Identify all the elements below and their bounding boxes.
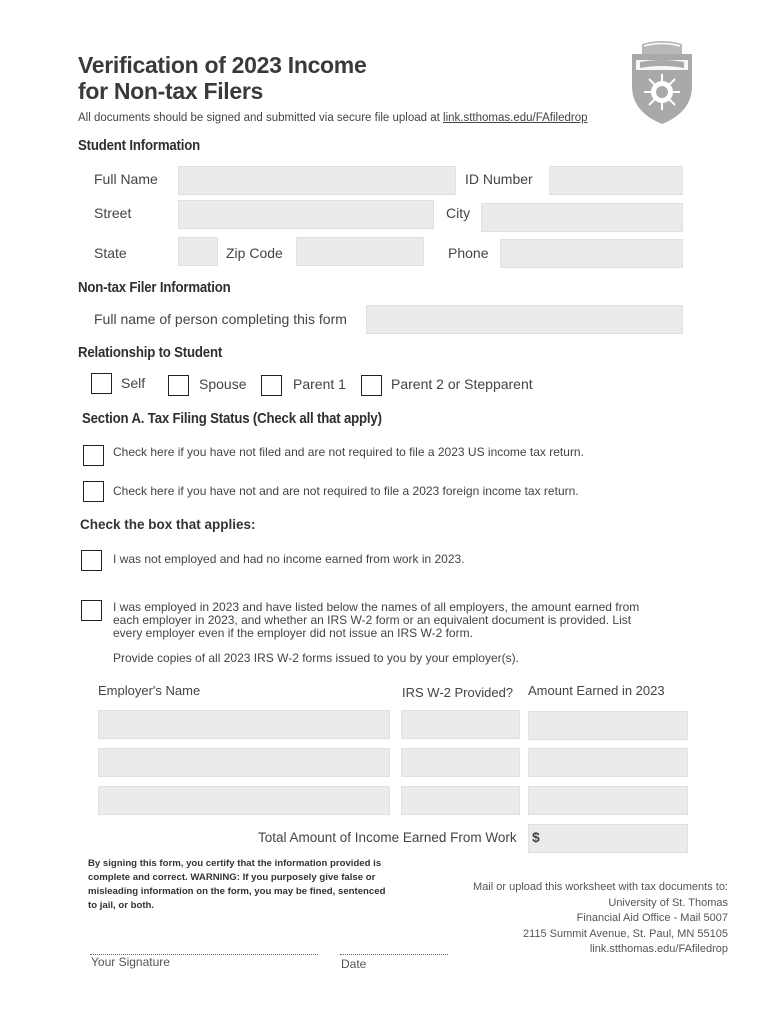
employer-name-field-1[interactable]: [98, 710, 390, 739]
amount-earned-field-1[interactable]: [528, 711, 688, 740]
employer-name-field-2[interactable]: [98, 748, 390, 777]
full-name-label: Full Name: [94, 171, 158, 187]
amount-earned-field-3[interactable]: [528, 786, 688, 815]
student-info-heading: Student Information: [78, 137, 201, 154]
completer-name-label: Full name of person completing this form: [94, 311, 347, 327]
no-us-return-checkbox[interactable]: [83, 445, 104, 466]
parent-2-checkbox[interactable]: [361, 375, 382, 396]
completer-name-field[interactable]: [366, 305, 683, 334]
spouse-label: Spouse: [199, 376, 247, 392]
no-foreign-return-label: Check here if you have not and are not required to file a 2023 foreign income tax return.: [113, 484, 579, 498]
phone-label: Phone: [448, 245, 489, 261]
zip-code-label: Zip Code: [226, 245, 283, 261]
currency-symbol: $: [532, 829, 540, 845]
filedrop-link[interactable]: link.stthomas.edu/FAfiledrop: [443, 112, 588, 124]
id-number-field[interactable]: [549, 166, 683, 195]
total-income-label: Total Amount of Income Earned From Work: [258, 830, 517, 845]
self-label: Self: [121, 375, 146, 391]
employed-label: I was employed in 2023 and have listed below the names of all employers, the amount earned from each employer in 2023, and whether an IRS W-2 form or an equivalent document is provided. List every employer even if the employer did not issue an IRS W-2 form.: [113, 600, 640, 640]
parent-2-label: Parent 2 or Stepparent: [391, 376, 533, 392]
w2-provided-field-3[interactable]: [401, 786, 520, 815]
street-label: Street: [94, 205, 132, 221]
street-field[interactable]: [178, 200, 434, 229]
zip-code-field[interactable]: [296, 237, 424, 266]
signature-label: Your Signature: [91, 955, 170, 969]
id-number-label: ID Number: [465, 171, 533, 187]
form-title: Verification of 2023 Income for Non-tax Filers: [78, 52, 367, 104]
phone-field[interactable]: [500, 239, 683, 268]
full-name-field[interactable]: [178, 166, 456, 195]
employer-name-field-3[interactable]: [98, 786, 390, 815]
total-income-field[interactable]: [528, 824, 688, 853]
no-us-return-label: Check here if you have not filed and are not required to file a 2023 US income tax return.: [113, 445, 584, 459]
parent-1-label: Parent 1: [293, 376, 346, 392]
employed-checkbox[interactable]: [81, 600, 102, 621]
amount-earned-field-2[interactable]: [528, 748, 688, 777]
not-employed-label: I was not employed and had no income earned from work in 2023.: [113, 552, 465, 566]
section-a-heading: Section A. Tax Filing Status (Check all that apply): [82, 410, 382, 427]
amount-earned-header: Amount Earned in 2023: [528, 683, 665, 698]
not-employed-checkbox[interactable]: [81, 550, 102, 571]
provide-copies-note: Provide copies of all 2023 IRS W-2 forms issued to you by your employer(s).: [113, 651, 519, 665]
non-tax-filer-heading: Non-tax Filer Information: [78, 279, 231, 296]
mailing-address: Mail or upload this worksheet with tax documents to: University of St. Thomas Financial Aid Office - Mail 5007 2115 Summit Avenue, St. Paul, MN 55105 link.stthomas.edu/FAfiledrop: [473, 881, 728, 955]
relationship-heading: Relationship to Student: [78, 344, 223, 361]
w2-provided-field-2[interactable]: [401, 748, 520, 777]
self-checkbox[interactable]: [91, 373, 112, 394]
city-label: City: [446, 205, 471, 221]
w2-provided-field-1[interactable]: [401, 710, 520, 739]
employer-name-header: Employer's Name: [98, 683, 201, 698]
city-field[interactable]: [481, 203, 683, 232]
submission-instructions: All documents should be signed and submitted via secure file upload at link.stthomas.edu/FAfiledrop: [78, 112, 588, 124]
state-label: State: [94, 245, 127, 261]
date-line[interactable]: [340, 954, 448, 955]
date-label: Date: [341, 957, 367, 971]
certification-warning: By signing this form, you certify that the information provided is complete and correct. WARNING: If you purposely give false or misleading information on the form, you may be fined, sentenced to jail, or both.: [88, 858, 386, 911]
no-foreign-return-checkbox[interactable]: [83, 481, 104, 502]
state-field[interactable]: [178, 237, 218, 266]
parent-1-checkbox[interactable]: [261, 375, 282, 396]
university-seal-icon: [630, 40, 694, 124]
applies-heading: Check the box that applies:: [80, 517, 256, 532]
w2-provided-header: IRS W-2 Provided?: [402, 685, 514, 700]
spouse-checkbox[interactable]: [168, 375, 189, 396]
